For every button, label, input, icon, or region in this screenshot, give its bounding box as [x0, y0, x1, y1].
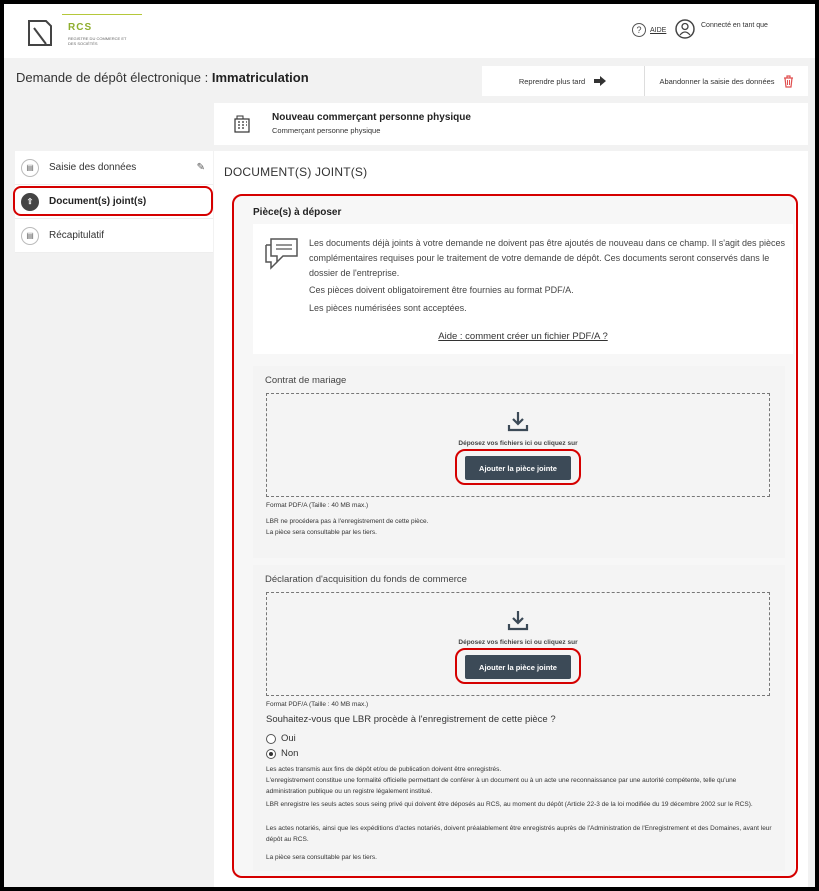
- clipboard-icon: ▤: [21, 227, 39, 245]
- section-title: DOCUMENT(S) JOINT(S): [224, 165, 368, 179]
- resume-later-label: Reprendre plus tard: [518, 76, 586, 86]
- action-bar: [482, 66, 808, 96]
- company-type-card: [214, 103, 808, 145]
- user-status: Connecté en tant que: [701, 22, 768, 29]
- registration-note: LBR ne procédera pas à l'enregistrement de cette pièce.: [266, 518, 429, 525]
- radio-label: Non: [281, 748, 299, 759]
- sidebar-item-recap[interactable]: [15, 219, 213, 253]
- trash-icon: [783, 75, 794, 88]
- registration-info-1: Les actes transmis aux fins de dépôt et/ou de publication doivent être enregistrés.: [266, 766, 502, 773]
- company-type-title: Nouveau commerçant personne physique: [272, 112, 471, 123]
- radio-button[interactable]: [266, 734, 276, 744]
- edit-icon[interactable]: ✎: [196, 162, 205, 173]
- top-bar: [4, 4, 815, 58]
- public-note: La pièce sera consultable par les tiers.: [266, 854, 377, 861]
- app-frame: [4, 4, 815, 887]
- page-title: [16, 70, 309, 85]
- format-note: Format PDF/A (Taille : 40 MB max.): [266, 502, 369, 509]
- radio-button[interactable]: [266, 749, 276, 759]
- format-note: Format PDF/A (Taille : 40 MB max.): [266, 701, 369, 708]
- page-title-type: Immatriculation: [211, 70, 309, 85]
- registration-info-3: LBR enregistre les seuls actes sous seing privé qui doivent être déposés au RCS, au moment du dépôt (Article 22-3 de la loi modifiée du 19 décembre 2002 sur le RCS).: [266, 801, 753, 808]
- documents-panel: [233, 196, 795, 876]
- note-paragraph-2: Ces pièces doivent obligatoirement être fournies au format PDF/A.: [309, 285, 574, 295]
- user-icon[interactable]: [675, 19, 695, 39]
- pdf-help-link[interactable]: Aide : comment créer un fichier PDF/A ?: [438, 331, 608, 342]
- resume-later-button[interactable]: [482, 66, 645, 96]
- dropzone-text: Déposez vos fichiers ici ou cliquez sur: [458, 440, 578, 447]
- sidebar-item-label: Document(s) joint(s): [49, 196, 147, 207]
- registration-info-2: L'enregistrement constitue une formalité officielle permettant de conférer à un document ou à un acte une reconnaissance par une autorité compétente, telle qu'une administration publique ou un registre légalement institué.: [266, 777, 737, 795]
- download-icon: [507, 609, 529, 631]
- add-attachment-button[interactable]: Ajouter la pièce jointe: [465, 655, 571, 679]
- sidebar-item-saisie[interactable]: [15, 151, 213, 185]
- help-label[interactable]: AIDE: [650, 26, 667, 34]
- sidebar-item-label: Récapitulatif: [49, 230, 105, 241]
- note-paragraph-3: Les pièces numérisées sont acceptées.: [309, 303, 467, 313]
- logo[interactable]: [22, 12, 132, 52]
- company-type-subtitle: Commerçant personne physique: [272, 126, 381, 135]
- form-icon: ▤: [21, 159, 39, 177]
- info-note: [253, 224, 793, 354]
- logo-mark-icon: [26, 18, 54, 48]
- abandon-button[interactable]: [645, 66, 808, 96]
- doc-block-marriage-contract: [253, 366, 785, 558]
- radio-non[interactable]: [266, 748, 298, 759]
- sidebar: [15, 151, 213, 253]
- cloud-upload-icon: ⇧: [21, 193, 39, 211]
- file-dropzone[interactable]: [266, 393, 770, 497]
- page-title-prefix: Demande de dépôt électronique :: [16, 70, 212, 85]
- help-link[interactable]: [632, 22, 666, 38]
- exit-arrow-icon: [593, 75, 607, 87]
- file-dropzone[interactable]: [266, 592, 770, 696]
- sidebar-item-documents[interactable]: [15, 185, 213, 219]
- doc-label: Déclaration d'acquisition du fonds de commerce: [265, 574, 467, 585]
- building-icon: [234, 115, 250, 133]
- note-paragraph-1: Les documents déjà joints à votre demande ne doivent pas être ajoutés de nouveau dans ce champ. Il s'agit des pièces complémentaires requises pour le traitement de votre demande de dépôt. Ces documents seront conservés dans le dossier de l'entreprise.: [309, 238, 786, 278]
- doc-block-acquisition: [253, 565, 785, 871]
- registration-question: Souhaitez-vous que LBR procède à l'enregistrement de cette pièce ?: [266, 714, 556, 725]
- download-icon: [507, 410, 529, 432]
- main-content: [214, 151, 808, 887]
- logo-brand: RCS: [68, 22, 93, 33]
- abandon-label: Abandonner la saisie des données: [659, 76, 775, 86]
- dropzone-text: Déposez vos fichiers ici ou cliquez sur: [458, 639, 578, 646]
- radio-label: Oui: [281, 733, 296, 744]
- logo-line: [62, 14, 142, 15]
- panel-title: Pièce(s) à déposer: [253, 207, 342, 218]
- question-icon: ?: [632, 23, 646, 37]
- logo-tagline: REGISTRE DU COMMERCE ET DES SOCIÉTÉS: [68, 36, 127, 46]
- chat-bubble-icon: [263, 236, 301, 270]
- registration-info-4: Les actes notariés, ainsi que les expéditions d'actes notariés, doivent préalablement être enregistrés auprès de l'Administration de l'Enregistrement et des Domaines, avant leur dépôt au RCS.: [266, 825, 772, 843]
- doc-label: Contrat de mariage: [265, 375, 347, 386]
- sidebar-item-label: Saisie des données: [49, 162, 137, 173]
- radio-oui[interactable]: [266, 733, 296, 744]
- add-attachment-button[interactable]: Ajouter la pièce jointe: [465, 456, 571, 480]
- public-note: La pièce sera consultable par les tiers.: [266, 529, 377, 536]
